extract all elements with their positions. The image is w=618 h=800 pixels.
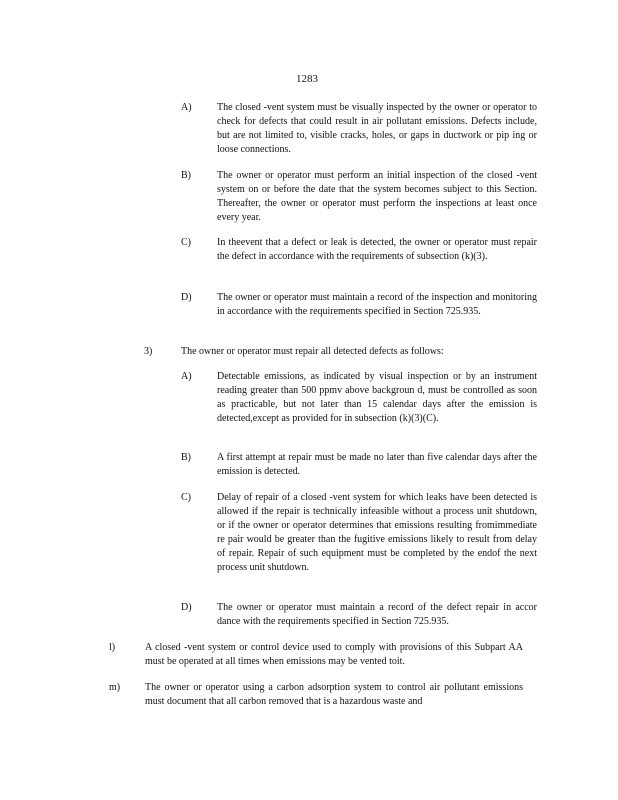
item-text: The owner or operator must perform an initial inspection of the closed -vent system on or before the date that the system becomes subject to this Section. Thereafter, the owner or operator must perform the inspections at least once every year. bbox=[217, 170, 537, 223]
item-text: In theevent that a defect or leak is detected, the owner or operator must repair the defect in accordance with the requirements of subsection (k)(3). bbox=[217, 237, 537, 262]
item-text: A first attempt at repair must be made no later than five calendar days after the emission is detected. bbox=[217, 452, 537, 477]
item-text: The owner or operator using a carbon adsorption system to control air pollutant emissions must document that all carbon removed that is a hazardous waste and bbox=[145, 682, 523, 707]
page-number: 1283 bbox=[296, 73, 318, 85]
item-text: A closed -vent system or control device used to comply with provisions of this Subpart AA must be operated at all times when emissions may be vented toit. bbox=[145, 642, 523, 667]
item-label: m) bbox=[109, 682, 121, 693]
item-label: B) bbox=[181, 452, 191, 463]
item-label: C) bbox=[181, 492, 191, 503]
item-label: B) bbox=[181, 170, 191, 181]
item-label: C) bbox=[181, 237, 191, 248]
item-label: l) bbox=[109, 642, 116, 653]
item-text: The owner or operator must maintain a record of the defect repair in accor dance with the requirements specified in Section 725.935. bbox=[217, 602, 537, 627]
item-text: Delay of repair of a closed -vent system for which leaks have been detected is allowed if the repair is technically infeasible without a process unit shutdown, or if the owner or operator determines that emissions resulting fromimmediate re pair would be greater than the fugitive emissions likely to result from delay of repair. Repair of such equipment must be completed by the endof the next process unit shutdown. bbox=[217, 492, 537, 573]
item-label: D) bbox=[181, 602, 192, 613]
item-label: A) bbox=[181, 371, 192, 382]
item-label: 3) bbox=[144, 346, 153, 357]
item-text: The owner or operator must maintain a record of the inspection and monitoring in accordance with the requirements specified in Section 725.935. bbox=[217, 292, 537, 317]
item-text: The owner or operator must repair all detected defects as follows: bbox=[181, 346, 444, 357]
item-text: Detectable emissions, as indicated by visual inspection or by an instrument reading greater than 500 ppmv above backgroun d, must be controlled as soon as practicable, but not later than 15 calendar days after the emission is detected,except as provided for in subsection (k)(3)(C). bbox=[217, 371, 537, 424]
item-label: D) bbox=[181, 292, 192, 303]
item-text: The closed -vent system must be visually inspected by the owner or operator to check for defects that could result in air pollutant emissions. Defects include, but are not limited to, visible cracks, holes, or gaps in ductwork or pip ing or loose connections. bbox=[217, 102, 537, 155]
item-label: A) bbox=[181, 102, 192, 113]
